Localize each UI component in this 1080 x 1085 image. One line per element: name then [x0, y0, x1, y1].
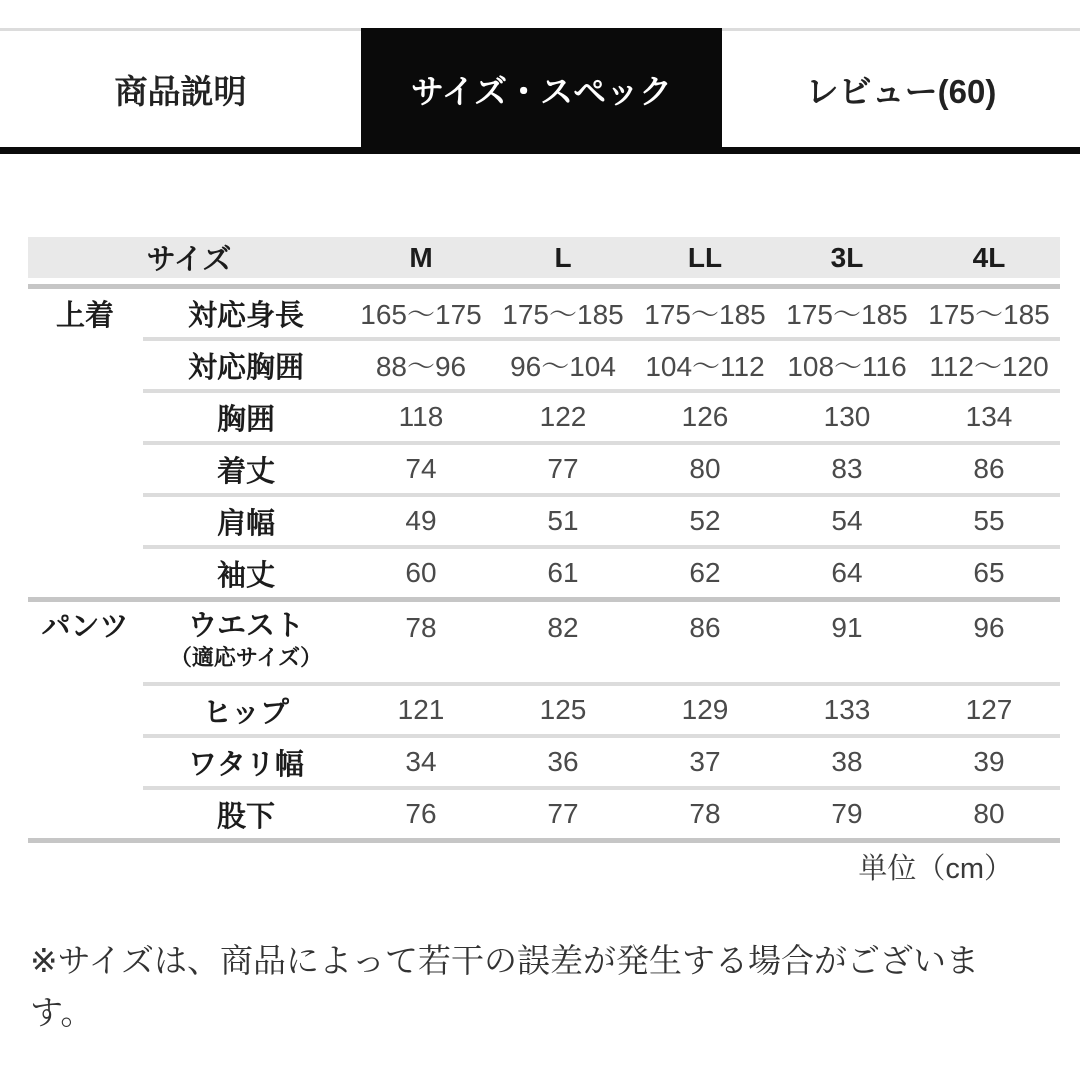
header-size-l: L: [554, 241, 572, 273]
cell-value: 36: [547, 746, 579, 777]
cell-value: 39: [973, 746, 1005, 777]
cell-value: 52: [689, 505, 721, 536]
cell-value: 118: [398, 401, 444, 432]
tab-reviews-label: レビュー(60): [805, 72, 997, 110]
cell-value: 61: [547, 557, 579, 588]
table-row-katahaba: [28, 497, 1060, 545]
row-label: 胸囲: [216, 403, 275, 436]
size-disclaimer-note: ※サイズは、商品によって若干の誤差が発生する場合がございます。: [30, 942, 980, 1031]
row-label: 着丈: [216, 455, 275, 488]
row-label: 袖丈: [216, 559, 275, 592]
cell-value: 78: [689, 798, 721, 829]
table-row-sodetake: [28, 549, 1060, 597]
cell-value: 96〜104: [510, 351, 616, 382]
table-row-matashita: [28, 790, 1060, 838]
cell-value: 122: [539, 401, 587, 432]
table-row-watari: [28, 738, 1060, 786]
cell-value: 80: [689, 453, 721, 484]
cell-value: 130: [823, 401, 871, 432]
header-size-m: M: [409, 241, 433, 273]
row-label: 対応身長: [187, 299, 304, 332]
cell-value: 175〜185: [928, 299, 1050, 330]
cell-value: 82: [547, 612, 579, 643]
cell-value: 77: [547, 453, 579, 484]
cell-value: 175〜185: [502, 299, 624, 330]
divider: [28, 838, 1060, 843]
size-spec-table: [28, 237, 1060, 843]
table-row-taiou-kyoui: [28, 341, 1060, 389]
header-size-ll: LL: [687, 241, 723, 273]
tab-size-spec[interactable]: [361, 28, 722, 147]
table-row-taiou-shinchou: [28, 289, 1060, 337]
cell-value: 38: [831, 746, 863, 777]
row-label: [142, 611, 350, 673]
cell-value: 77: [547, 798, 579, 829]
row-label: ヒップ: [202, 696, 290, 729]
tab-size-spec-label: サイズ・スペック: [410, 72, 673, 110]
row-label: 股下: [216, 800, 275, 833]
cell-value: 108〜116: [787, 351, 907, 382]
cell-value: 165〜175: [360, 299, 482, 330]
group-label-jacket: 上着: [55, 299, 114, 332]
cell-value: 175〜185: [644, 299, 766, 330]
tab-bar-bottom-rule: [0, 147, 1080, 154]
unit-note: 単位（cm）: [858, 853, 1013, 885]
cell-value: 96: [973, 612, 1005, 643]
cell-value: 80: [973, 798, 1005, 829]
table-row-kitake: [28, 445, 1060, 493]
cell-value: 88〜96: [375, 351, 467, 382]
table-row-kyoui: [28, 393, 1060, 441]
tab-product-description-label: 商品説明: [114, 72, 247, 110]
cell-value: 34: [405, 746, 437, 777]
cell-value: 37: [689, 746, 721, 777]
row-label-line1: ウエスト: [187, 610, 304, 642]
table-row-waist: [28, 602, 1060, 682]
cell-value: 133: [823, 694, 871, 725]
cell-value: 125: [539, 694, 587, 725]
cell-value: 112〜120: [929, 351, 1049, 382]
cell-value: 64: [831, 557, 863, 588]
tab-product-description[interactable]: [0, 28, 361, 147]
cell-value: 86: [973, 453, 1005, 484]
row-label-line2: （適応サイズ）: [169, 645, 323, 670]
cell-value: 49: [405, 505, 437, 536]
cell-value: 121: [397, 694, 445, 725]
header-size-4l: 4L: [972, 241, 1006, 273]
table-row-hip: [28, 686, 1060, 734]
cell-value: 86: [689, 612, 721, 643]
cell-value: 134: [965, 401, 1013, 432]
cell-value: 91: [831, 612, 863, 643]
group-label-pants: パンツ: [41, 611, 129, 643]
cell-value: 83: [831, 453, 863, 484]
cell-value: 129: [681, 694, 729, 725]
row-label: 肩幅: [216, 507, 275, 540]
cell-value: 54: [831, 505, 863, 536]
cell-value: 55: [973, 505, 1005, 536]
row-label: ワタリ幅: [188, 748, 304, 781]
cell-value: 79: [831, 798, 863, 829]
cell-value: 127: [965, 694, 1013, 725]
cell-value: 78: [405, 612, 437, 643]
cell-value: 65: [973, 557, 1005, 588]
row-label: 対応胸囲: [187, 351, 304, 384]
header-size-label: サイズ: [146, 244, 232, 276]
cell-value: 74: [405, 453, 437, 484]
header-size-3l: 3L: [830, 241, 864, 273]
cell-value: 76: [405, 798, 437, 829]
tab-bar: [0, 28, 1080, 147]
cell-value: 175〜185: [786, 299, 908, 330]
cell-value: 60: [405, 557, 437, 588]
cell-value: 51: [547, 505, 579, 536]
table-header-row: [28, 237, 1060, 278]
tab-reviews[interactable]: [722, 28, 1080, 147]
cell-value: 104〜112: [645, 351, 765, 382]
cell-value: 126: [681, 401, 729, 432]
cell-value: 62: [689, 557, 721, 588]
